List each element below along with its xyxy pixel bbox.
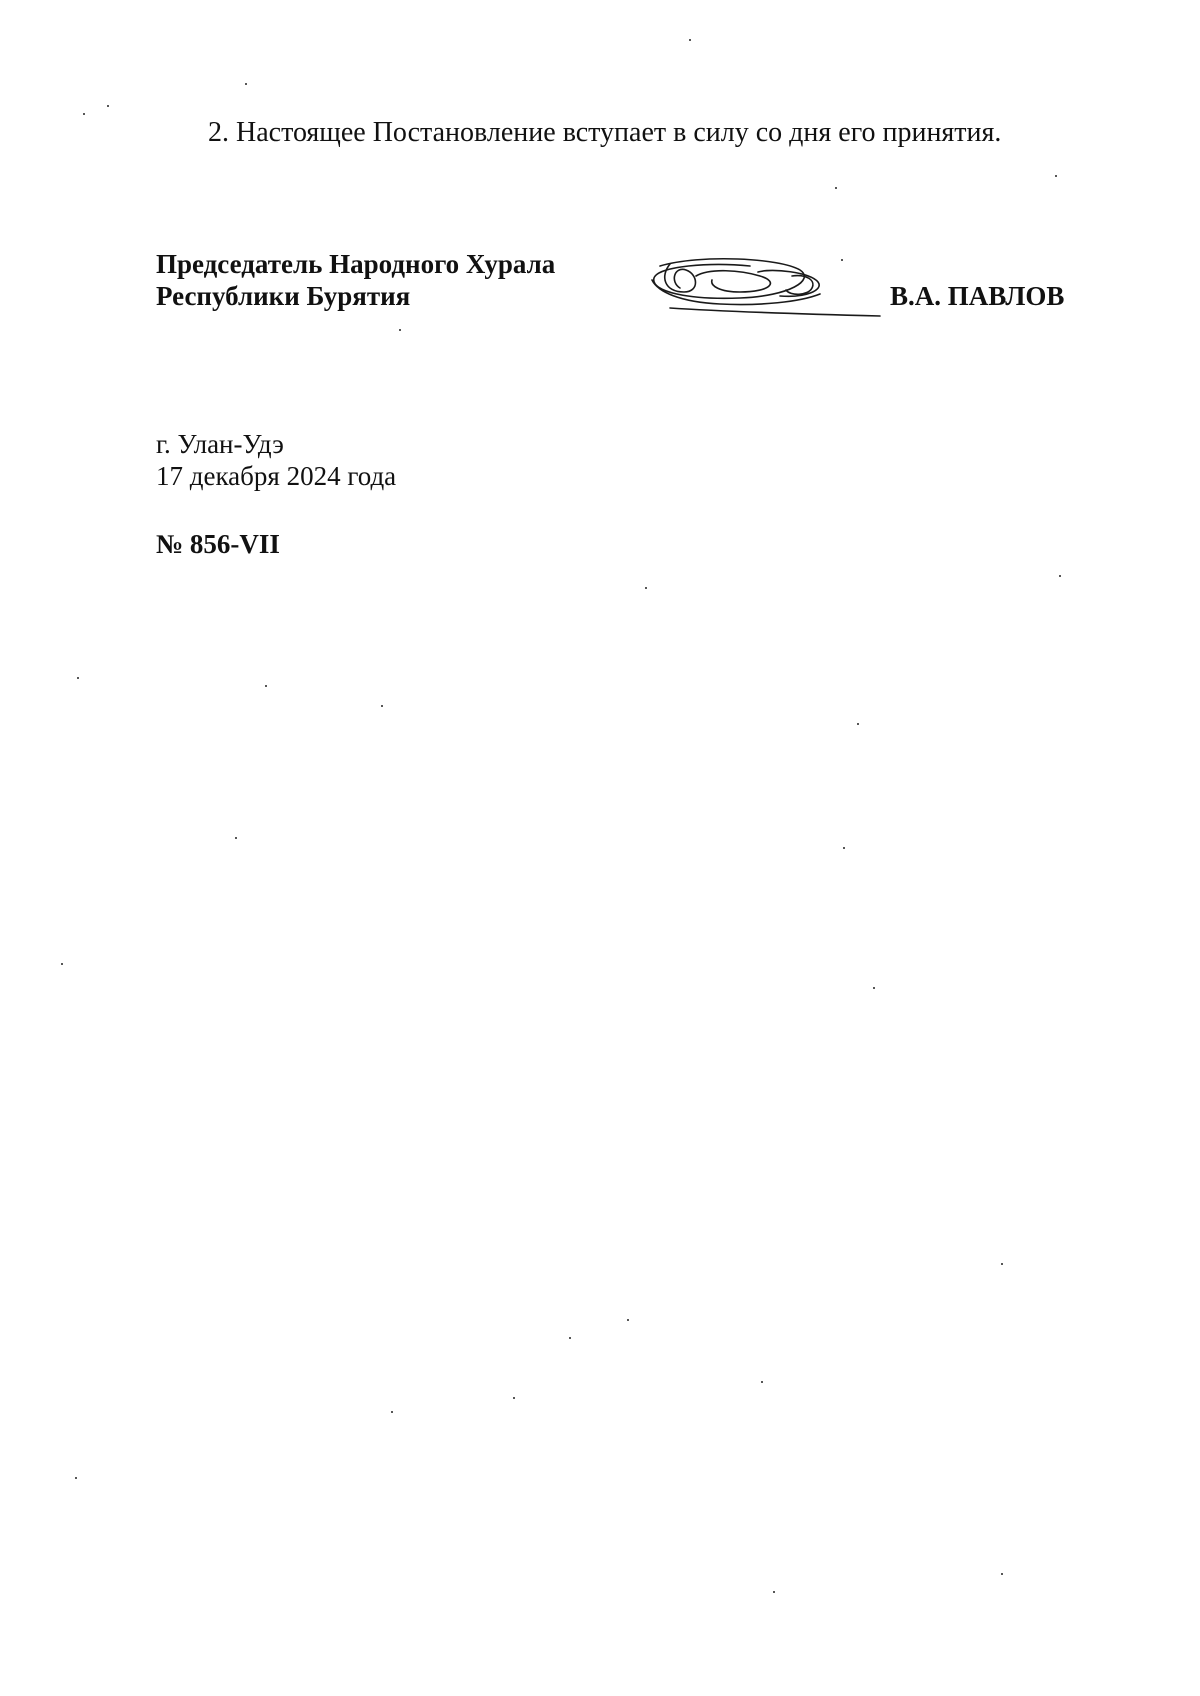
handwritten-signature <box>640 252 900 332</box>
document-number: № 856-VII <box>156 529 280 559</box>
signer-title <box>156 248 555 312</box>
signer-name: В.А. ПАВЛОВ <box>890 281 1065 311</box>
date: 17 декабря 2024 года <box>156 461 397 491</box>
signer-title-line-2: Республики Бурятия <box>156 281 411 311</box>
signer-title-line-1: Председатель Народного Хурала <box>156 249 556 279</box>
place-and-date <box>156 428 396 492</box>
place: г. Улан-Удэ <box>156 429 284 459</box>
paragraph-item-2: 2. Настоящее Постановление вступает в силу со дня его принятия. <box>208 117 1002 148</box>
